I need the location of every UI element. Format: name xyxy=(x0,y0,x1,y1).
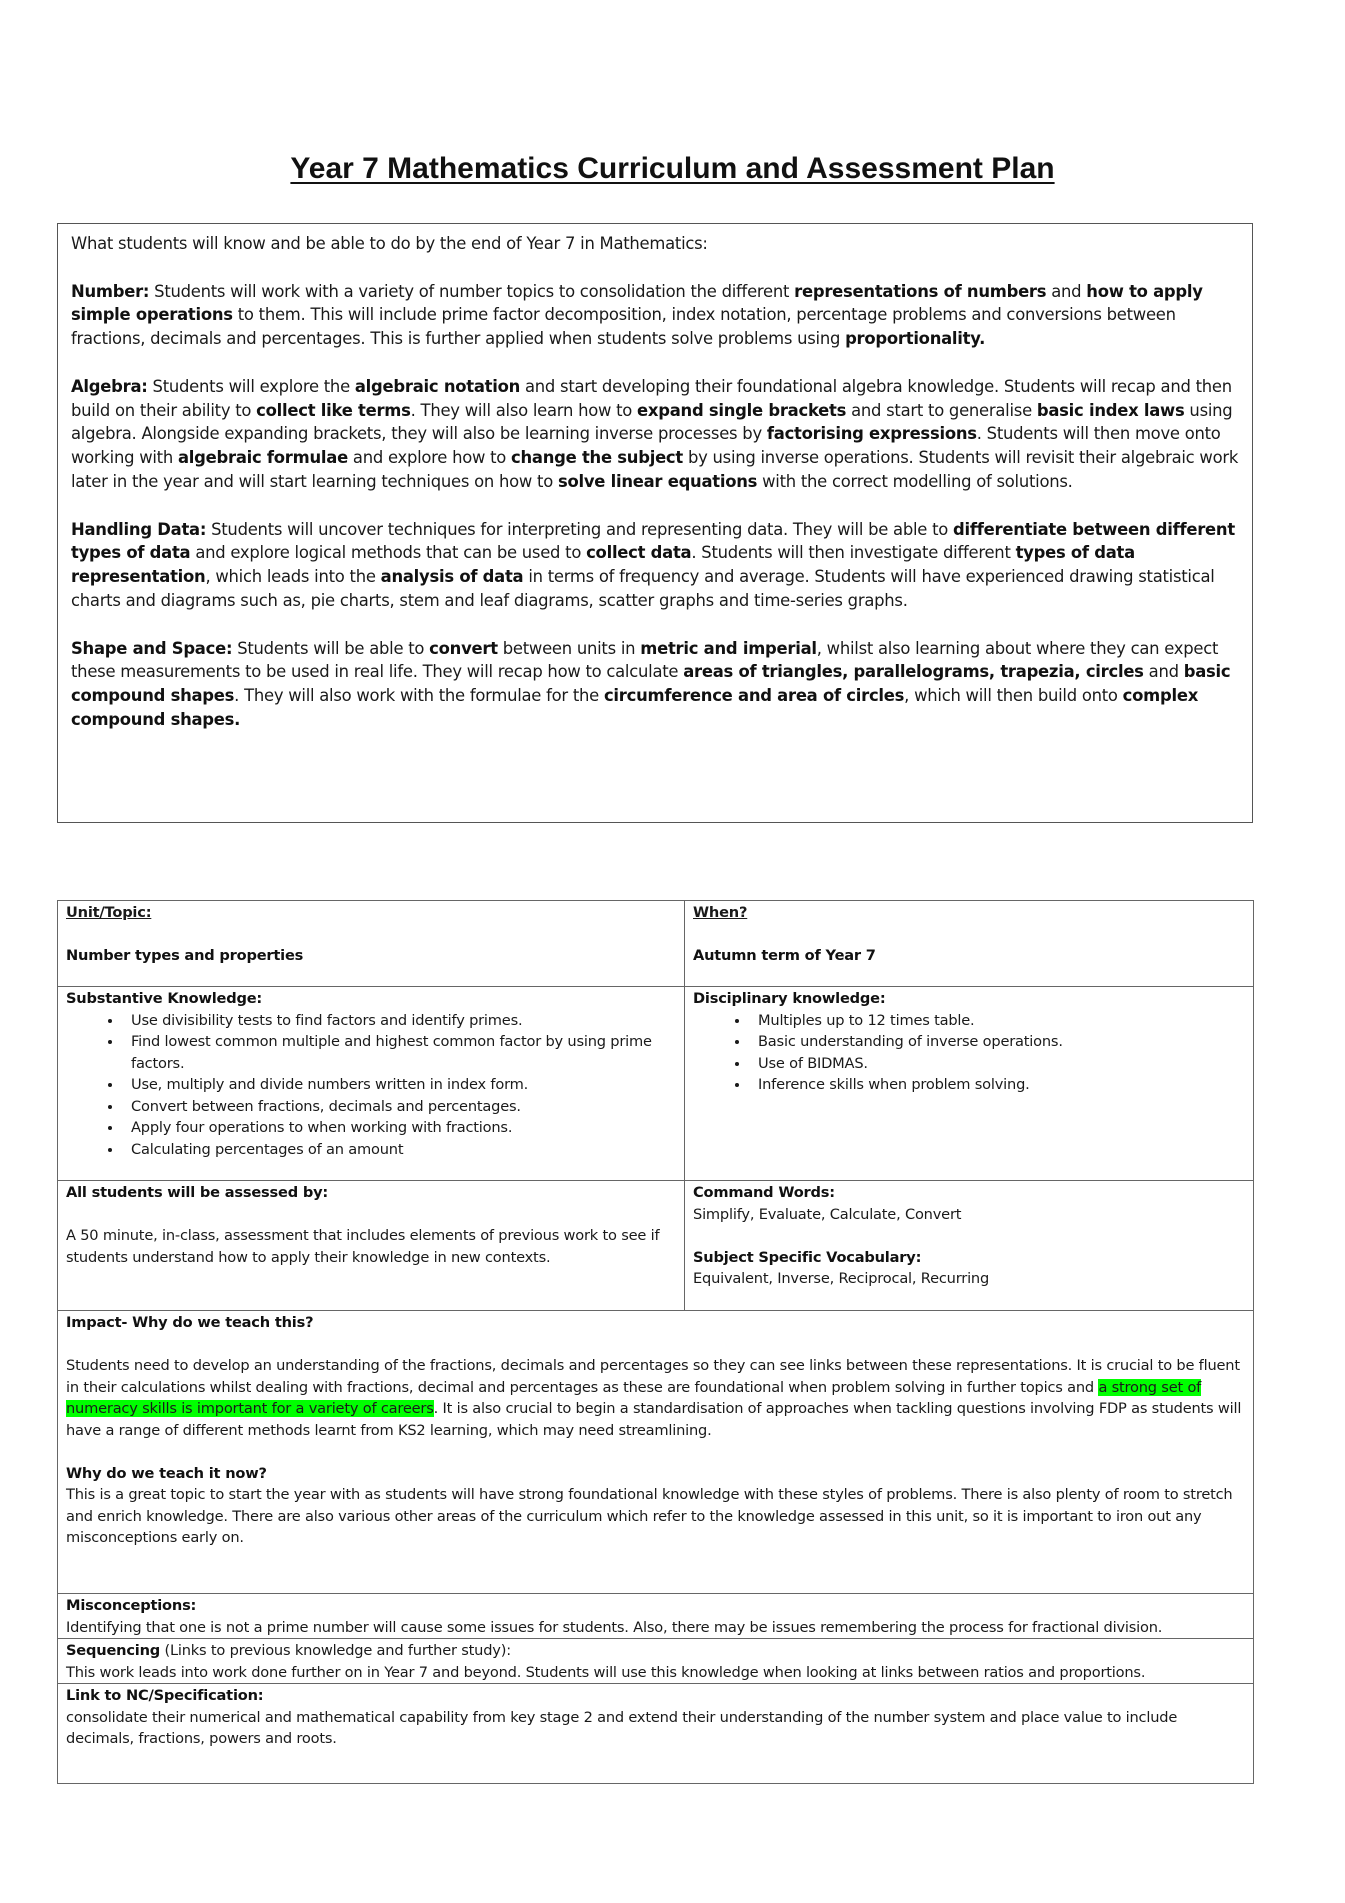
list-item: • Find lowest common multiple and highest common factor by using prime factors. xyxy=(123,1031,674,1074)
sequencing-row xyxy=(58,1639,1254,1684)
disciplinary-knowledge-cell xyxy=(685,987,1254,1181)
vocabulary-label: Subject Specific Vocabulary: xyxy=(693,1248,922,1266)
nc-link-row xyxy=(58,1684,1254,1784)
summary-intro: What students will know and be able to do by the end of Year 7 in Mathematics: xyxy=(71,234,708,253)
substantive-knowledge-label: Substantive Knowledge: xyxy=(66,990,263,1007)
why-now-label: Why do we teach it now? xyxy=(66,1464,267,1482)
misconceptions-text: Identifying that one is not a prime number will cause some issues for students. Also, there may be issues remembering the process for fractional division. xyxy=(66,1618,1163,1636)
unit-topic-row xyxy=(58,901,1254,987)
list-item: • Basic understanding of inverse operations. xyxy=(750,1031,1243,1053)
assessment-label: All students will be assessed by: xyxy=(66,1184,329,1201)
assessment-cell xyxy=(58,1181,685,1311)
substantive-knowledge-list xyxy=(66,1010,674,1161)
list-item: • Multiples up to 12 times table. xyxy=(750,1010,1243,1032)
unit-topic-cell xyxy=(58,901,685,987)
impact-row xyxy=(58,1311,1254,1594)
summary-section-handling-data: Handling Data: Students will uncover techniques for interpreting and representing data. They will be able to differentiate between different types of data and explore logical methods that can be used to collect data. Students will then investigate different types of data representation, which leads into the analysis of data in terms of frequency and average. Students will have experienced drawing statistical charts and diagrams such as, pie charts, stem and leaf diagrams, scatter graphs and time-series graphs. xyxy=(71,519,1235,610)
misconceptions-label: Misconceptions: xyxy=(66,1597,197,1614)
substantive-knowledge-cell xyxy=(58,987,685,1181)
list-item: • Convert between fractions, decimals and percentages. xyxy=(123,1096,674,1118)
vocabulary-text: Equivalent, Inverse, Reciprocal, Recurring xyxy=(693,1270,990,1287)
nc-link-label: Link to NC/Specification: xyxy=(66,1687,264,1704)
list-item: • Use of BIDMAS. xyxy=(750,1053,1243,1075)
assessment-text: A 50 minute, in-class, assessment that includes elements of previous work to see if students understand how to apply their knowledge in new contexts. xyxy=(66,1227,660,1266)
impact-text: Students need to develop an understanding of the fractions, decimals and percentages so they can see links between these representations. It is crucial to be fluent in their calculations whilst dealing with fractions, decimal and percentages as these are foundational when problem solving in further topics and a strong set of numeracy skills is important for a variety of careers. It is also crucial to begin a standardisation of approaches when tackling questions involving FDP as students will have a range of different methods learnt from KS2 learning, which may need streamlining. xyxy=(66,1357,1242,1439)
sequencing-label: Sequencing xyxy=(66,1642,161,1659)
year-summary-box xyxy=(57,223,1253,823)
when-cell xyxy=(685,901,1254,987)
summary-section-algebra: Algebra: Students will explore the algebraic notation and start developing their foundational algebra knowledge. Students will recap and then build on their ability to collect like terms. They will also learn how to expand single brackets and start to generalise basic index laws using algebra. Alongside expanding brackets, they will also be learning inverse processes by factorising expressions. Students will then move onto working with algebraic formulae and explore how to change the subject by using inverse operations. Students will revisit their algebraic work later in the year and will start learning techniques on how to solve linear equations with the correct modelling of solutions. xyxy=(71,376,1239,491)
command-words-text: Simplify, Evaluate, Calculate, Convert xyxy=(693,1205,962,1223)
sequencing-text: This work leads into work done further on in Year 7 and beyond. Students will use this knowledge when looking at links between ratios and proportions. xyxy=(66,1663,1146,1681)
unit-plan-table xyxy=(57,900,1254,1784)
list-item: • Inference skills when problem solving. xyxy=(750,1074,1243,1096)
command-words-cell xyxy=(685,1181,1254,1311)
disciplinary-knowledge-label: Disciplinary knowledge: xyxy=(693,990,886,1007)
list-item: • Use, multiply and divide numbers written in index form. xyxy=(123,1074,674,1096)
sequencing-cell: Sequencing (Links to previous knowledge and further study): This work leads into work done further on in Year 7 and beyond. Students will use this knowledge when looking at links between ratios and proportions. xyxy=(58,1639,1254,1684)
assessment-row xyxy=(58,1181,1254,1311)
why-now-text: This is a great topic to start the year with as students will have strong foundational knowledge with these styles of problems. There is also plenty of room to stretch and enrich knowledge. There are also various other areas of the curriculum which refer to the knowledge assessed in this unit, so it is important to iron out any misconceptions early on. xyxy=(66,1486,1233,1546)
unit-topic-label: Unit/Topic: xyxy=(66,904,152,921)
list-item: • Apply four operations to when working with fractions. xyxy=(123,1117,674,1139)
summary-section-number: Number: Students will work with a variety of number topics to consolidation the different representations of numbers and how to apply simple operations to them. This will include prime factor decomposition, index notation, percentage problems and conversions between fractions, decimals and percentages. This is further applied when students solve problems using proportionality. xyxy=(71,281,1203,349)
command-words-label: Command Words: xyxy=(693,1184,835,1201)
impact-cell xyxy=(58,1311,1254,1594)
misconceptions-row xyxy=(58,1594,1254,1639)
when-label: When? xyxy=(693,904,748,921)
highlighted-text: a strong set of numeracy skills is important for a variety of careers xyxy=(66,1378,1202,1417)
knowledge-row xyxy=(58,987,1254,1181)
summary-section-shape-and-space: Shape and Space: Students will be able to convert between units in metric and imperial, whilst also learning about where they can expect these measurements to be used in real life. They will recap how to calculate areas of triangles, parallelograms, trapezia, circles and basic compound shapes. They will also work with the formulae for the circumference and area of circles, which will then build onto complex compound shapes. xyxy=(71,638,1231,729)
page-title: Year 7 Mathematics Curriculum and Assessment Plan xyxy=(290,152,1055,185)
list-item: • Use divisibility tests to find factors and identify primes. xyxy=(123,1010,674,1032)
unit-topic-value: Number types and properties xyxy=(66,947,304,964)
disciplinary-knowledge-list xyxy=(693,1010,1243,1096)
list-item: • Calculating percentages of an amount xyxy=(123,1139,674,1161)
nc-link-text: consolidate their numerical and mathematical capability from key stage 2 and extend their understanding of the number system and place value to include decimals, fractions, powers and roots. xyxy=(66,1708,1178,1747)
when-value: Autumn term of Year 7 xyxy=(693,947,876,964)
nc-link-cell xyxy=(58,1684,1254,1784)
impact-label: Impact- Why do we teach this? xyxy=(66,1314,314,1331)
misconceptions-cell xyxy=(58,1594,1254,1639)
